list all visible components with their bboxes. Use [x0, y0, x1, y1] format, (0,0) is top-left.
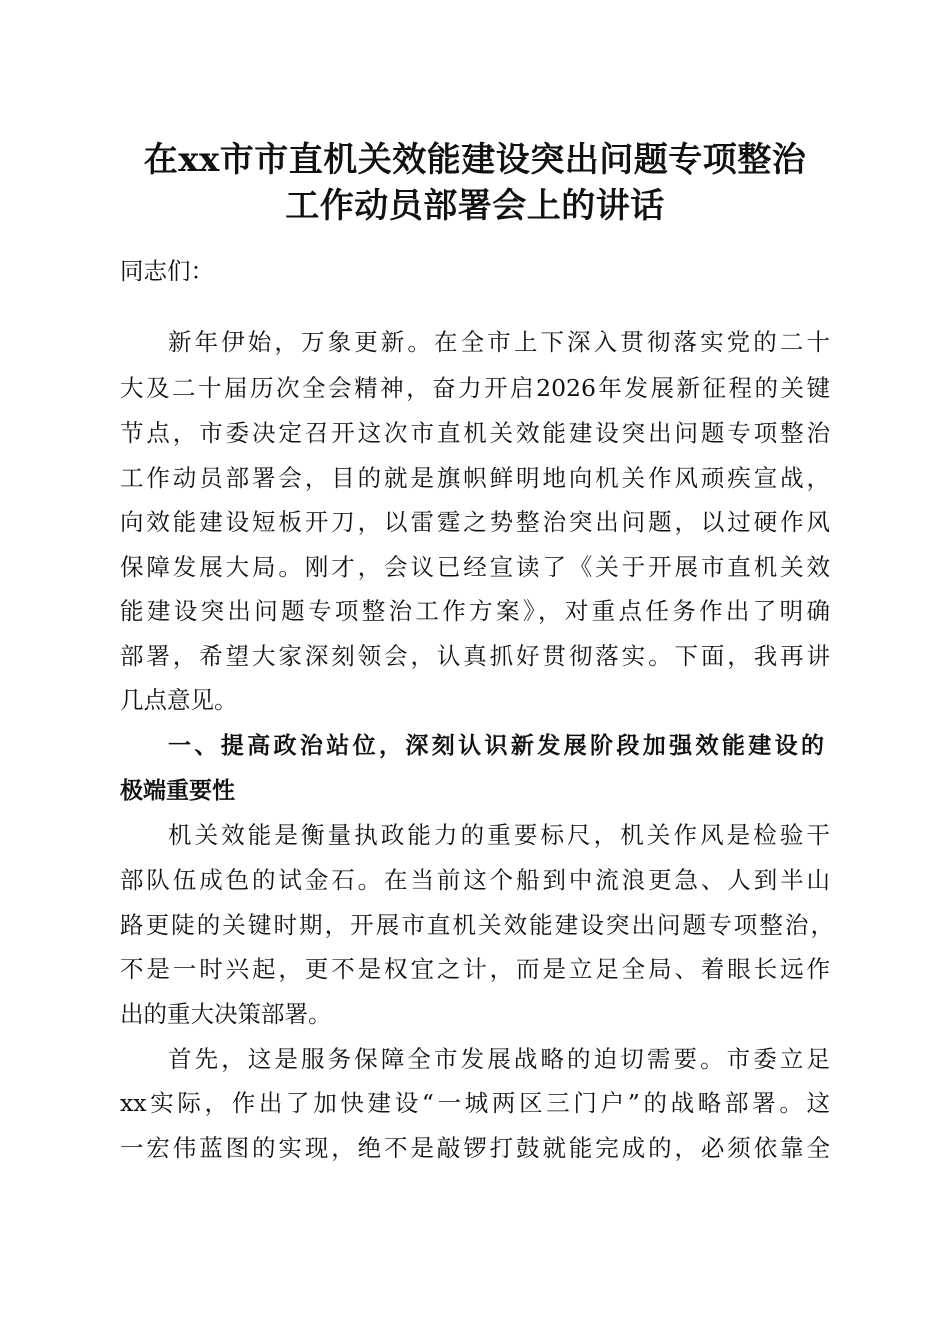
- paragraph-line: 首先，这是服务保障全市发展战略的迫切需要。市委立足: [168, 1045, 830, 1073]
- paragraph-line: 路更陡的关键时期，开展市直机关效能建设突出问题专项整治，: [120, 911, 834, 939]
- paragraph-line: 一宏伟蓝图的实现，绝不是敲锣打鼓就能完成的，必须依靠全: [120, 1134, 830, 1162]
- paragraph-line: 保障发展大局。刚才，会议已经宣读了《关于开展市直机关效: [120, 553, 830, 581]
- paragraph-line: 节点，市委决定召开这次市直机关效能建设突出问题专项整治: [120, 419, 830, 447]
- salutation: 同志们：: [120, 257, 214, 285]
- document-title-line-1: 在xx市市直机关效能建设突出问题专项整治: [143, 140, 807, 180]
- paragraph-line: 工作动员部署会，目的就是旗帜鲜明地向机关作风顽疾宣战，: [120, 464, 830, 492]
- document-title-line-2: 工作动员部署会上的讲话: [285, 186, 665, 226]
- section-heading-line: 一、提高政治站位，深刻认识新发展阶段加强效能建设的: [168, 733, 824, 759]
- paragraph-line: 出的重大决策部署。: [120, 1000, 332, 1028]
- paragraph-line: 不是一时兴起，更不是权宜之计，而是立足全局、着眼长远作: [120, 955, 830, 983]
- paragraph-line: 机关效能是衡量执政能力的重要标尺，机关作风是检验干: [168, 821, 830, 849]
- paragraph-line: 几点意见。: [120, 686, 238, 714]
- section-heading-line: 极端重要性: [120, 778, 235, 804]
- paragraph-line: xx实际，作出了加快建设“一城两区三门户”的战略部署。这: [120, 1089, 830, 1117]
- paragraph-line: 能建设突出问题专项整治工作方案》，对重点任务作出了明确: [120, 597, 830, 625]
- paragraph-line: 部署，希望大家深刻领会，认真抓好贯彻落实。下面，我再讲: [120, 642, 830, 670]
- paragraph-line: 部队伍成色的试金石。在当前这个船到中流浪更急、人到半山: [120, 866, 830, 894]
- paragraph-line: 新年伊始，万象更新。在全市上下深入贯彻落实党的二十: [168, 328, 830, 356]
- paragraph-line: 向效能建设短板开刀，以雷霆之势整治突出问题，以过硬作风: [120, 508, 830, 536]
- paragraph-line: 大及二十届历次全会精神，奋力开启2026年发展新征程的关键: [120, 374, 830, 402]
